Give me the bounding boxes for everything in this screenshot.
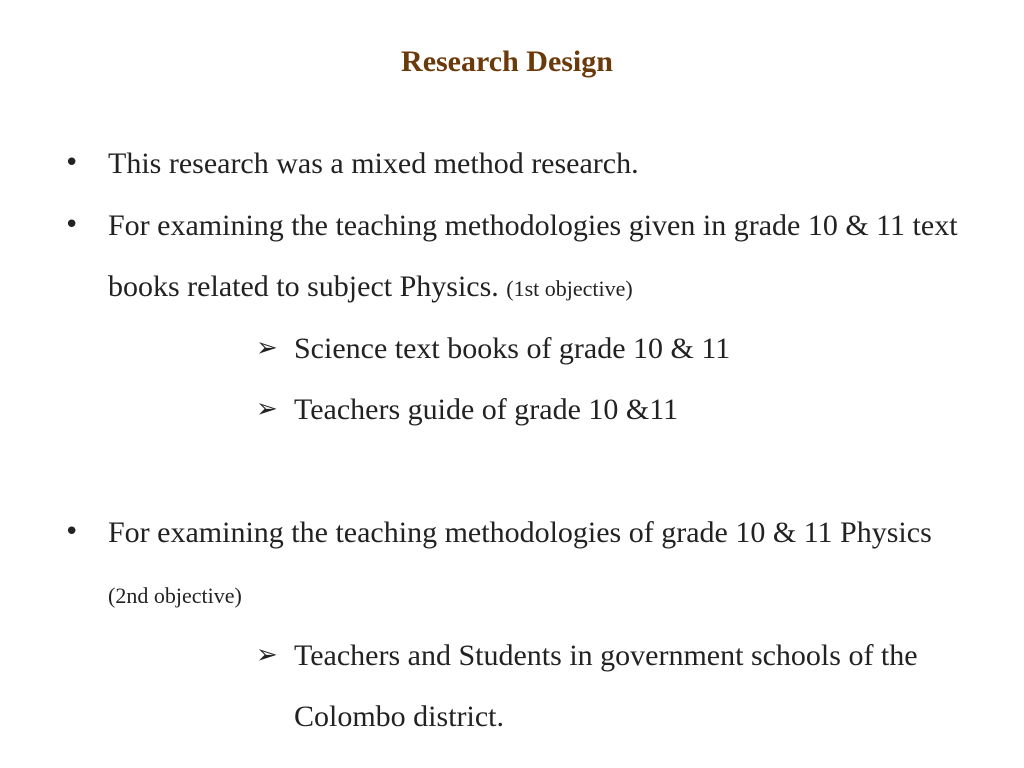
bullet-text: For examining the teaching methodologies given in grade 10 & 11 text books related to subject Physics. xyxy=(108,209,958,303)
bullet-text: This research was a mixed method research. xyxy=(108,147,639,180)
bullet-item xyxy=(64,195,978,319)
bullet-dot-icon: • xyxy=(64,210,80,240)
objective-note: (1st objective) xyxy=(506,276,633,301)
sub-item xyxy=(256,318,974,379)
sub-item xyxy=(256,379,974,440)
arrowhead-icon: ➢ xyxy=(256,394,278,424)
bullet-text: For examining the teaching methodologies of grade 10 & 11 Physics xyxy=(108,516,932,549)
objective-note: (2nd objective) xyxy=(108,583,242,608)
sub-item-text: Science text books of grade 10 & 11 xyxy=(294,332,731,365)
bullet-dot-icon: • xyxy=(64,148,80,178)
slide-title: Research Design xyxy=(401,45,613,78)
arrowhead-icon: ➢ xyxy=(256,640,278,670)
bullet-item xyxy=(64,502,978,626)
bullet-item xyxy=(64,133,978,194)
sub-item-text: Teachers guide of grade 10 &11 xyxy=(294,393,679,426)
arrowhead-icon: ➢ xyxy=(256,333,278,363)
sub-item xyxy=(256,625,934,747)
bullet-dot-icon: • xyxy=(64,517,80,547)
sub-item-text: Teachers and Students in government schools of the Colombo district. xyxy=(294,639,918,733)
